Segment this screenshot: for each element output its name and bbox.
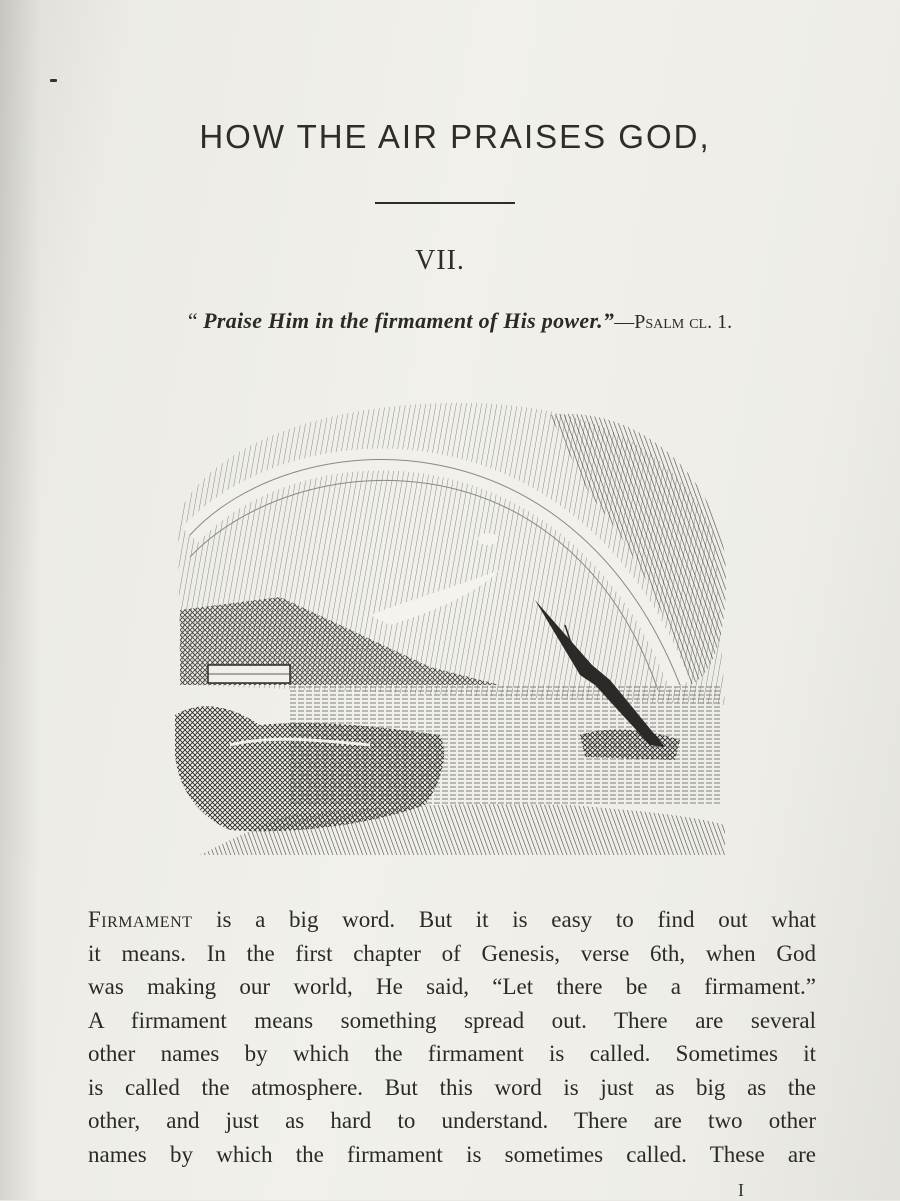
body-line-2: it means. In the first chapter of Genesis, verse 6th, when God [88, 940, 816, 966]
signature-mark: I [738, 1180, 744, 1200]
body-line-6: is called the atmosphere. But this word is just as big as the [88, 1074, 816, 1100]
body-line-3: was making our world, He said, “Let there be a firmament.” [88, 974, 816, 999]
chapter-title: HOW THE AIR PRAISES GOD, [199, 118, 711, 155]
body-line-1: Firmament is a big word. But it is easy to find out what [88, 907, 816, 932]
title-rule [375, 202, 515, 204]
section-number: VII. [415, 245, 465, 276]
epigraph-reference: —Psalm cl. 1. [614, 311, 733, 333]
epigraph [110, 308, 810, 334]
epigraph-quote: Praise Him in the firmament of His power.” [203, 308, 615, 333]
rainbow-engraving [170, 385, 730, 865]
body-line-7: other, and just as hard to understand. There are two other [88, 1108, 816, 1133]
body-paragraph [88, 903, 816, 1171]
body-line-8: names by which the firmament is sometimes called. These are [88, 1141, 816, 1167]
epigraph-open-quote: “ [187, 308, 204, 333]
page-edge-shadow [0, 0, 40, 1200]
body-line-4: A firmament means something spread out. There are several [88, 1007, 816, 1033]
body-line-5: other names by which the firmament is called. Sometimes it [88, 1041, 816, 1066]
ink-speck [50, 79, 57, 82]
drop-word: Firmament [88, 907, 193, 932]
